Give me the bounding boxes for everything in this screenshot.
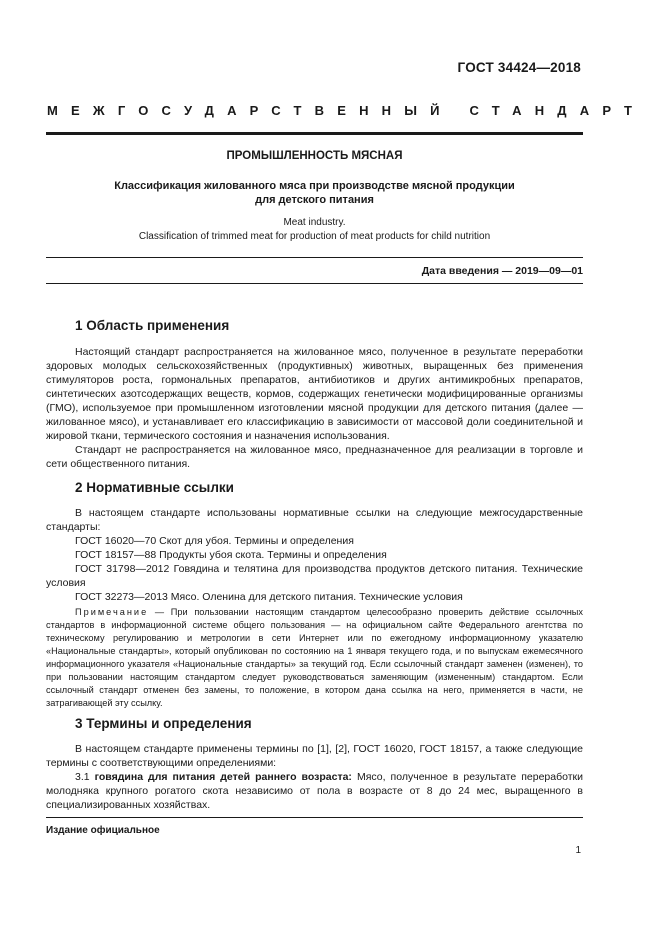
term-name: говядина для питания детей раннего возраста: [94, 771, 352, 783]
footer-rule [46, 817, 583, 818]
reference-text: ГОСТ 31798—2012 Говядина и телятина для производства продуктов детского питания. Технические условия [46, 563, 583, 589]
term-definition [46, 770, 583, 812]
russian-title-line: для детского питания [255, 194, 374, 206]
russian-title [46, 179, 583, 207]
english-title-line: Meat industry. [283, 217, 346, 228]
paragraph: В настоящем стандарте применены термины по [1], [2], ГОСТ 16020, ГОСТ 18157, а также следующие термины с соответствующими определениями: [46, 743, 583, 769]
document-number: ГОСТ 34424—2018 [457, 60, 581, 75]
header-rule [46, 132, 583, 135]
paragraph: Стандарт не распространяется на жилованное мясо, предназначенное для реализации в торговле и сети общественного питания. [46, 444, 583, 470]
term-definition-text: Мясо, полученное в результате переработки молодняка крупного рогатого скота независимо от пола в возрасте от 8 до 24 мес, выращенного в специализированных хозяйствах. [46, 771, 584, 811]
english-title [46, 216, 583, 243]
note-label: Примечание [75, 607, 149, 617]
section-2-intro [46, 506, 583, 534]
english-title-line: Classification of trimmed meat for production of meat products for child nutrition [138, 230, 491, 242]
paragraph: Настоящий стандарт распространяется на жилованное мясо, полученное в результате переработки здоровых молодых сельскохозяйственных (продуктивных) животных, выращенных без применения стимуляторов роста, гормональных препаратов, антибиотиков и других антимикробных препаратов, синтетических азотсодержащих веществ, кормов, содержащих генетически модифицированные организмы (ГМО), используемое при промышленном изготовлении мясной продукции для детского питания (далее — жилованное мясо), и устанавливает его классификацию в зависимости от массовой доли соединительной и жировой ткани, термического состояния и назначения использования. [46, 346, 583, 442]
paragraph: В настоящем стандарте использованы нормативные ссылки на следующие межгосударственные стандарты: [46, 507, 583, 533]
reference-item [46, 562, 583, 590]
section-3-heading: 3 Термины и определения [75, 716, 252, 731]
section-1-heading: 1 Область применения [75, 318, 230, 333]
russian-title-line: Классификация жилованного мяса при производстве мясной продукции [114, 180, 515, 192]
note-body: — При пользовании настоящим стандартом целесообразно проверить действие ссылочных стандартов в информационной системе общего пользования — на официальном сайте Федерального агентства по техническому регулированию и метрологии в сети Интернет или по ежегодному информационному указателю «Национальные стандарты», который опубликован по состоянию на 1 января текущего года, и по выпускам ежемесячного информационного указателя «Национальные стандарты» за текущий год. Если ссылочный стандарт заменен (изменен), то при пользовании настоящим стандартом следует руководствоваться заменяющим (измененным) стандартом. Если ссылочный стандарт отменен без замены, то положение, в котором дана ссылка на него, применяется в части, не затрагивающей эту ссылку. [46, 607, 583, 708]
note [46, 606, 583, 710]
section-3-body [46, 742, 583, 812]
section-2-heading: 2 Нормативные ссылки [75, 480, 234, 495]
note-paragraph [46, 606, 583, 710]
title-rule [46, 257, 583, 258]
reference-item: ГОСТ 16020—70 Скот для убоя. Термины и определения [75, 535, 354, 547]
reference-item: ГОСТ 18157—88 Продукты убоя скота. Термины и определения [75, 549, 387, 561]
introduction-date: Дата введения — 2019—09—01 [421, 265, 583, 277]
standard-type-heading: МЕЖГОСУДАРСТВЕННЫЙ СТАНДАРТ [47, 103, 646, 118]
industry-title: ПРОМЫШЛЕННОСТЬ МЯСНАЯ [226, 150, 403, 162]
reference-item: ГОСТ 32273—2013 Мясо. Оленина для детского питания. Технические условия [75, 591, 463, 603]
date-rule [46, 283, 583, 284]
official-edition-label: Издание официальное [46, 825, 160, 836]
section-1-body [46, 345, 583, 471]
term-number: 3.1 [75, 771, 90, 783]
page-number: 1 [575, 845, 581, 856]
